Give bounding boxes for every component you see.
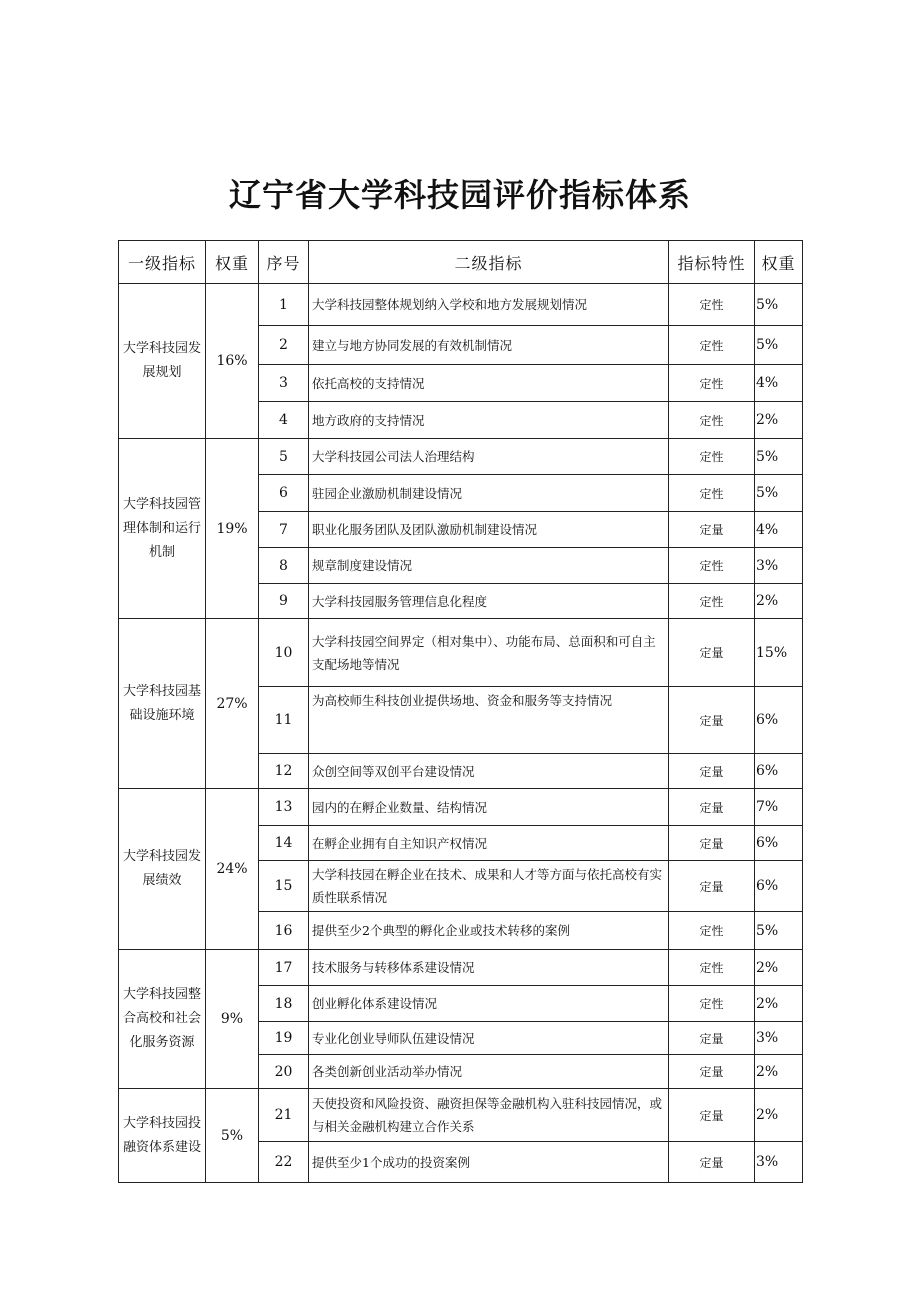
indicator-type: 定量 <box>669 619 755 687</box>
item-seq: 12 <box>259 754 309 789</box>
level1-indicator: 大学科技园投融资体系建设 <box>119 1089 206 1183</box>
item-seq: 9 <box>259 584 309 619</box>
item-weight: 5% <box>755 284 803 326</box>
item-weight: 5% <box>755 326 803 365</box>
indicator-type: 定性 <box>669 548 755 584</box>
level2-indicator: 众创空间等双创平台建设情况 <box>309 754 669 789</box>
indicator-type: 定性 <box>669 402 755 439</box>
item-weight: 5% <box>755 439 803 475</box>
level2-indicator: 在孵企业拥有自主知识产权情况 <box>309 826 669 861</box>
indicator-type: 定量 <box>669 1022 755 1055</box>
level1-indicator: 大学科技园发展规划 <box>119 284 206 439</box>
item-weight: 3% <box>755 1142 803 1183</box>
indicator-type: 定性 <box>669 284 755 326</box>
indicator-type: 定量 <box>669 1142 755 1183</box>
indicator-type: 定性 <box>669 912 755 950</box>
item-seq: 2 <box>259 326 309 365</box>
level2-indicator: 创业孵化体系建设情况 <box>309 986 669 1022</box>
item-weight: 2% <box>755 950 803 986</box>
indicator-type: 定性 <box>669 950 755 986</box>
level2-indicator: 规章制度建设情况 <box>309 548 669 584</box>
item-weight: 7% <box>755 789 803 826</box>
table-header-row <box>119 241 803 284</box>
index-table <box>118 240 803 1183</box>
item-seq: 21 <box>259 1089 309 1142</box>
table-row <box>119 789 803 826</box>
level2-indicator: 各类创新创业活动举办情况 <box>309 1055 669 1089</box>
level1-weight: 19% <box>206 439 259 619</box>
level1-weight: 16% <box>206 284 259 439</box>
item-weight: 2% <box>755 1089 803 1142</box>
level1-weight: 9% <box>206 950 259 1089</box>
item-seq: 8 <box>259 548 309 584</box>
level1-indicator: 大学科技园管理体制和运行机制 <box>119 439 206 619</box>
indicator-type: 定性 <box>669 584 755 619</box>
item-weight: 6% <box>755 687 803 754</box>
indicator-type: 定量 <box>669 687 755 754</box>
indicator-type: 定量 <box>669 826 755 861</box>
item-weight: 5% <box>755 912 803 950</box>
level2-indicator: 建立与地方协同发展的有效机制情况 <box>309 326 669 365</box>
item-weight: 2% <box>755 986 803 1022</box>
indicator-type: 定性 <box>669 365 755 402</box>
table-row <box>119 1089 803 1142</box>
level2-indicator: 依托高校的支持情况 <box>309 365 669 402</box>
level2-indicator: 大学科技园服务管理信息化程度 <box>309 584 669 619</box>
item-seq: 3 <box>259 365 309 402</box>
item-weight: 4% <box>755 512 803 548</box>
indicator-type: 定性 <box>669 475 755 512</box>
header-level1: 一级指标 <box>119 241 206 284</box>
level2-indicator: 大学科技园公司法人治理结构 <box>309 439 669 475</box>
item-seq: 18 <box>259 986 309 1022</box>
header-characteristic: 指标特性 <box>669 241 755 284</box>
item-seq: 16 <box>259 912 309 950</box>
item-seq: 7 <box>259 512 309 548</box>
item-weight: 2% <box>755 402 803 439</box>
item-seq: 17 <box>259 950 309 986</box>
item-seq: 6 <box>259 475 309 512</box>
table-row <box>119 619 803 687</box>
level1-indicator: 大学科技园整合高校和社会化服务资源 <box>119 950 206 1089</box>
item-weight: 2% <box>755 1055 803 1089</box>
item-seq: 10 <box>259 619 309 687</box>
item-seq: 11 <box>259 687 309 754</box>
level2-indicator: 大学科技园在孵企业在技术、成果和人才等方面与依托高校有实质性联系情况 <box>309 861 669 912</box>
item-seq: 15 <box>259 861 309 912</box>
level2-indicator: 园内的在孵企业数量、结构情况 <box>309 789 669 826</box>
level2-indicator: 专业化创业导师队伍建设情况 <box>309 1022 669 1055</box>
level2-indicator: 天使投资和风险投资、融资担保等金融机构入驻科技园情况，或与相关金融机构建立合作关系 <box>309 1089 669 1142</box>
item-seq: 14 <box>259 826 309 861</box>
item-seq: 5 <box>259 439 309 475</box>
item-weight: 6% <box>755 826 803 861</box>
item-weight: 15% <box>755 619 803 687</box>
item-seq: 19 <box>259 1022 309 1055</box>
table-row <box>119 439 803 475</box>
header-seq: 序号 <box>259 241 309 284</box>
level2-indicator: 大学科技园空间界定（相对集中）、功能布局、总面积和可自主支配场地等情况 <box>309 619 669 687</box>
indicator-type: 定性 <box>669 986 755 1022</box>
level2-indicator: 职业化服务团队及团队激励机制建设情况 <box>309 512 669 548</box>
item-weight: 5% <box>755 475 803 512</box>
indicator-type: 定量 <box>669 861 755 912</box>
item-seq: 4 <box>259 402 309 439</box>
level2-indicator: 提供至少2个典型的孵化企业或技术转移的案例 <box>309 912 669 950</box>
item-weight: 3% <box>755 548 803 584</box>
item-seq: 20 <box>259 1055 309 1089</box>
indicator-type: 定量 <box>669 1089 755 1142</box>
level2-indicator: 地方政府的支持情况 <box>309 402 669 439</box>
indicator-type: 定量 <box>669 512 755 548</box>
indicator-type: 定量 <box>669 789 755 826</box>
level2-indicator: 提供至少1个成功的投资案例 <box>309 1142 669 1183</box>
header-weight1: 权重 <box>206 241 259 284</box>
level1-weight: 5% <box>206 1089 259 1183</box>
page-title: 辽宁省大学科技园评价指标体系 <box>228 176 691 214</box>
item-seq: 1 <box>259 284 309 326</box>
item-weight: 6% <box>755 754 803 789</box>
indicator-type: 定量 <box>669 754 755 789</box>
item-seq: 13 <box>259 789 309 826</box>
item-weight: 2% <box>755 584 803 619</box>
header-weight2: 权重 <box>755 241 803 284</box>
item-seq: 22 <box>259 1142 309 1183</box>
indicator-type: 定量 <box>669 1055 755 1089</box>
header-level2: 二级指标 <box>309 241 669 284</box>
level1-weight: 27% <box>206 619 259 789</box>
item-weight: 3% <box>755 1022 803 1055</box>
level2-indicator: 技术服务与转移体系建设情况 <box>309 950 669 986</box>
item-weight: 4% <box>755 365 803 402</box>
level2-indicator: 驻园企业激励机制建设情况 <box>309 475 669 512</box>
level2-indicator: 大学科技园整体规划纳入学校和地方发展规划情况 <box>309 284 669 326</box>
level1-weight: 24% <box>206 789 259 950</box>
indicator-type: 定性 <box>669 439 755 475</box>
item-weight: 6% <box>755 861 803 912</box>
level2-indicator: 为高校师生科技创业提供场地、资金和服务等支持情况 <box>309 687 669 754</box>
indicator-type: 定性 <box>669 326 755 365</box>
level1-indicator: 大学科技园发展绩效 <box>119 789 206 950</box>
level1-indicator: 大学科技园基础设施环境 <box>119 619 206 789</box>
table-row <box>119 284 803 326</box>
table-row <box>119 950 803 986</box>
